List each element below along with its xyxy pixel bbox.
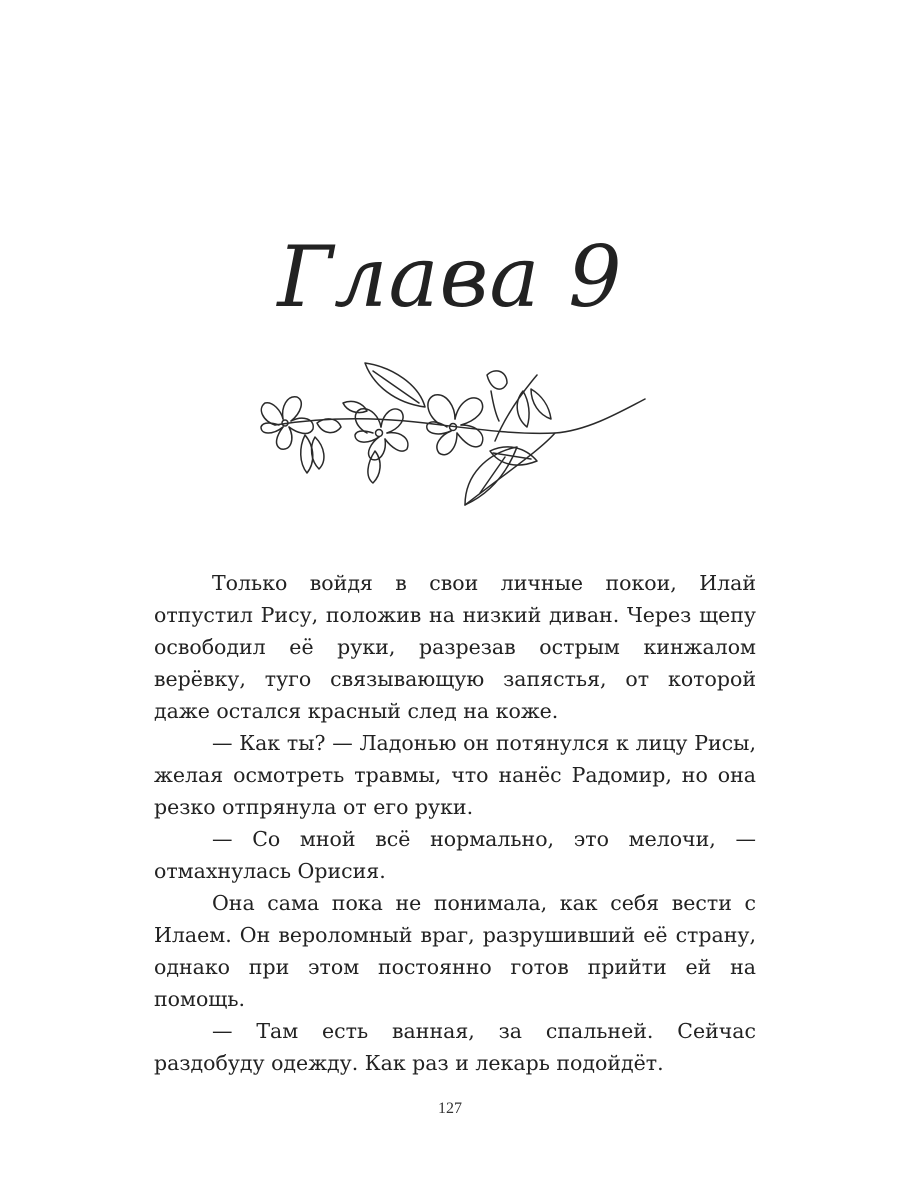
- paragraph: — Как ты? — Ладонью он потянулся к лицу Рисы, желая осмотреть травмы, что нанёс Радомир, но она резко отпрянула от его руки.: [154, 731, 756, 819]
- page-number: 127: [438, 1100, 462, 1117]
- chapter-text: [154, 567, 756, 1079]
- flower-branch-icon: [255, 355, 650, 515]
- paragraph: Только войдя в свои личные покои, Илай отпустил Рису, положив на низкий диван. Через щепу освободил её руки, разрезав острым кинжалом верёвку, туго связывающую запястья, от которой даже остался красный след на коже.: [154, 571, 756, 723]
- chapter-title: Глава 9: [277, 228, 623, 326]
- paragraph: — Со мной всё нормально, это мелочи, — отмахнулась Орисия.: [154, 827, 756, 883]
- paragraph: — Там есть ванная, за спальней. Сейчас раздобуду одежду. Как раз и лекарь подойдёт.: [154, 1019, 756, 1075]
- paragraph: Она сама пока не понимала, как себя вести с Илаем. Он вероломный враг, разрушивший её страну, однако при этом постоянно готов прийти ей на помощь.: [154, 891, 756, 1011]
